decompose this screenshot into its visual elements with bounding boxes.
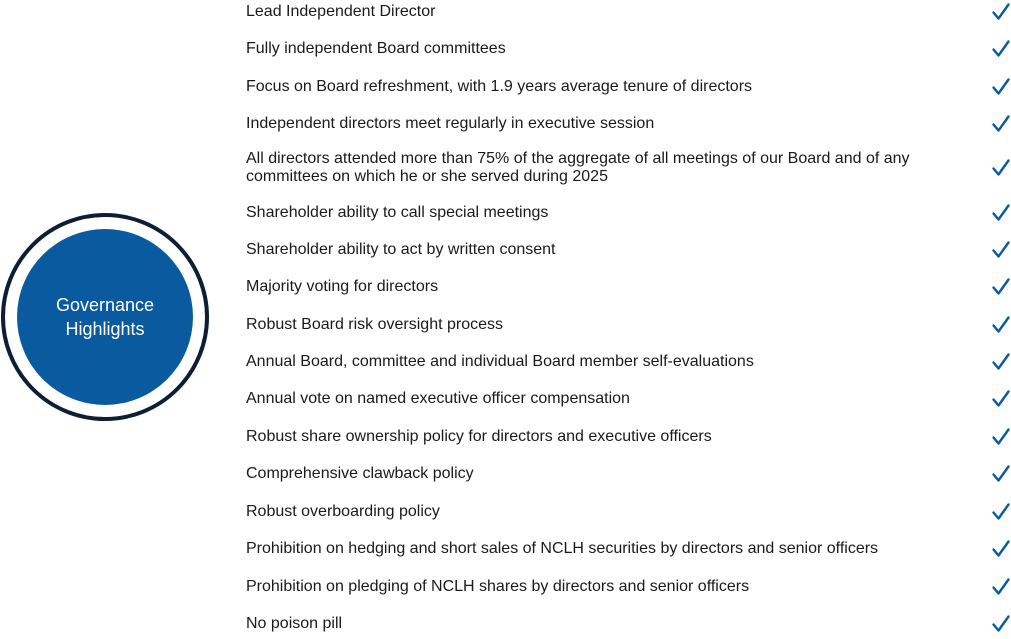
- checkmark-icon: [991, 114, 1011, 134]
- checkmark-icon: [991, 352, 1011, 372]
- checkmark-icon: [991, 158, 1011, 178]
- highlight-item: [246, 240, 1011, 260]
- highlight-item-text: Majority voting for directors: [246, 278, 439, 295]
- highlight-item-text: Annual vote on named executive officer compensation: [246, 390, 630, 407]
- checkmark-icon: [991, 577, 1011, 597]
- highlight-item: [246, 352, 1011, 372]
- highlight-item: [246, 2, 1011, 22]
- checkmark-icon: [991, 39, 1011, 59]
- checkmark-icon: [991, 77, 1011, 97]
- highlight-item: [246, 39, 1011, 59]
- badge-label-line2: Highlights: [65, 319, 145, 339]
- governance-highlights-list: [246, 0, 1011, 639]
- governance-badge: [1, 213, 209, 421]
- checkmark-icon: [991, 539, 1011, 559]
- highlight-item-text: No poison pill: [246, 615, 343, 632]
- highlight-item: [246, 389, 1011, 409]
- highlight-item: [246, 502, 1011, 522]
- highlight-item-text: Independent directors meet regularly in executive session: [246, 115, 655, 132]
- governance-badge-core: [17, 229, 193, 405]
- highlight-item: [246, 427, 1011, 447]
- highlight-item-text: Prohibition on hedging and short sales of NCLH securities by directors and senior officers: [246, 540, 879, 557]
- highlight-item-text: Shareholder ability to act by written consent: [246, 241, 556, 258]
- highlight-item: [246, 114, 1011, 134]
- highlight-item: [246, 539, 1011, 559]
- highlight-item: [246, 315, 1011, 335]
- highlight-item-text: Robust Board risk oversight process: [246, 316, 503, 333]
- highlight-item-text: Robust overboarding policy: [246, 503, 440, 520]
- highlight-item-text: Fully independent Board committees: [246, 40, 506, 57]
- checkmark-icon: [991, 389, 1011, 409]
- checkmark-icon: [991, 614, 1011, 634]
- highlight-item: [246, 277, 1011, 297]
- checkmark-icon: [991, 240, 1011, 260]
- highlight-item: [246, 77, 1011, 97]
- highlight-item: [246, 614, 1011, 634]
- highlight-item: [246, 464, 1011, 484]
- highlight-item-text: Robust share ownership policy for directors and executive officers: [246, 428, 712, 445]
- badge-label-line1: Governance: [55, 295, 155, 315]
- governance-badge-label: [30, 293, 180, 341]
- highlight-item-text: Comprehensive clawback policy: [246, 465, 474, 482]
- highlight-item: [246, 149, 1011, 187]
- highlight-item: [246, 203, 1011, 223]
- checkmark-icon: [991, 277, 1011, 297]
- highlight-item-text: Prohibition on pledging of NCLH shares by directors and senior officers: [246, 578, 750, 595]
- highlight-item-text: All directors attended more than 75% of the aggregate of all meetings of our Board and of any committees on which he or she served during 2025: [246, 150, 910, 185]
- highlight-item-text: Shareholder ability to call special meetings: [246, 204, 549, 221]
- highlight-item-text: Annual Board, committee and individual Board member self-evaluations: [246, 353, 754, 370]
- checkmark-icon: [991, 2, 1011, 22]
- checkmark-icon: [991, 315, 1011, 335]
- checkmark-icon: [991, 203, 1011, 223]
- checkmark-icon: [991, 427, 1011, 447]
- highlight-item-text: Lead Independent Director: [246, 3, 436, 20]
- highlight-item-text: Focus on Board refreshment, with 1.9 years average tenure of directors: [246, 78, 753, 95]
- highlight-item: [246, 577, 1011, 597]
- checkmark-icon: [991, 502, 1011, 522]
- checkmark-icon: [991, 464, 1011, 484]
